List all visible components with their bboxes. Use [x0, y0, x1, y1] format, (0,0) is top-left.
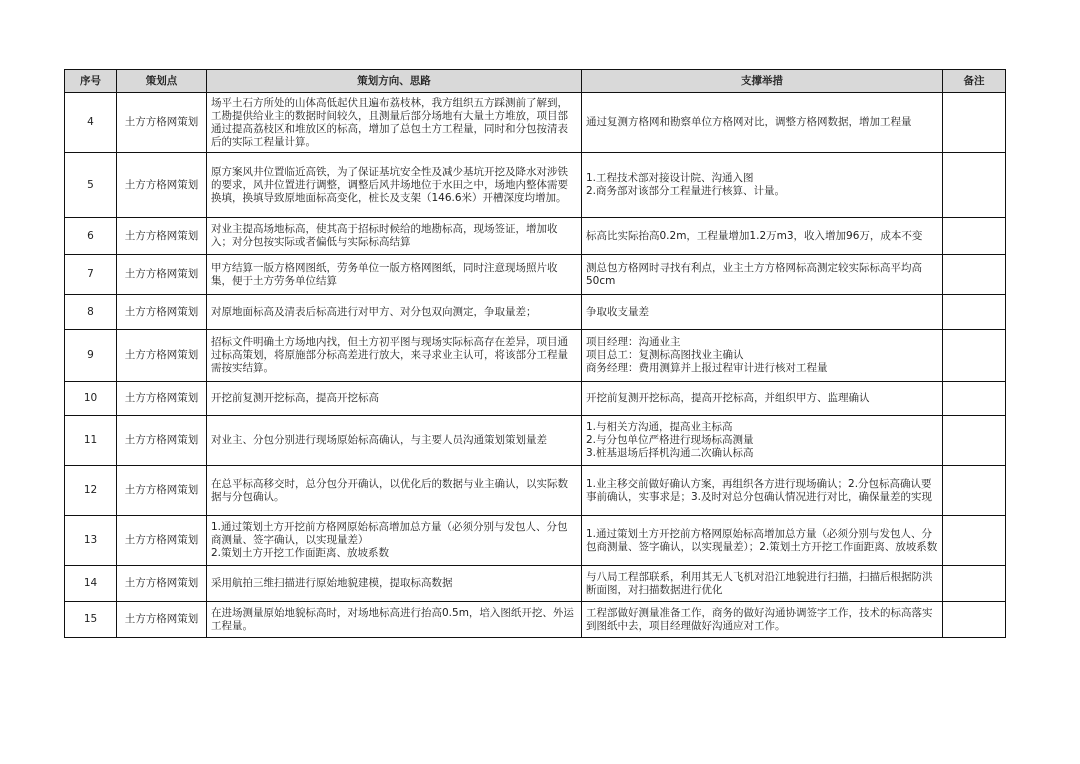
cell-measures	[582, 295, 943, 330]
direction-line: 采用航拍三维扫描进行原始地貌建模，提取标高数据	[211, 577, 453, 589]
measure-line: 商务经理：费用测算并上报过程审计进行核对工程量	[586, 362, 828, 374]
cell-point: 土方方格网策划	[117, 566, 207, 602]
header-point: 策划点	[117, 70, 207, 93]
measure-line: 测总包方格网时寻找有利点，业主土方方格网标高测定较实际标高平均高50cm	[586, 261, 922, 287]
cell-remark	[943, 416, 1006, 466]
cell-seq: 11	[65, 416, 117, 466]
cell-point: 土方方格网策划	[117, 93, 207, 153]
table-row	[65, 602, 1006, 638]
measure-line: 标高比实际抬高0.2m，工程量增加1.2万m3，收入增加96万，成本不变	[586, 229, 923, 242]
cell-remark	[943, 295, 1006, 330]
cell-remark	[943, 516, 1006, 566]
cell-remark	[943, 330, 1006, 382]
table-row	[65, 466, 1006, 516]
cell-direction	[207, 602, 582, 638]
cell-remark	[943, 218, 1006, 255]
cell-point: 土方方格网策划	[117, 255, 207, 295]
cell-direction	[207, 295, 582, 330]
cell-direction	[207, 218, 582, 255]
measure-line: 3.桩基退场后择机沟通二次确认标高	[586, 447, 754, 459]
cell-measures	[582, 93, 943, 153]
cell-direction	[207, 466, 582, 516]
cell-direction	[207, 566, 582, 602]
table-row	[65, 330, 1006, 382]
measure-line: 2.与分包单位严格进行现场标高测量	[586, 434, 754, 446]
direction-line: 原方案风井位置临近高铁，为了保证基坑安全性及减少基坑开挖及降水对涉铁的要求，风井位置进行调整，调整后风井场地位于水田之中，场地内整体需要换填，换填导致原地面标高变化，桩长及支架（146.6米）开槽深度均增加。	[211, 165, 568, 204]
cell-measures	[582, 153, 943, 218]
cell-seq: 8	[65, 295, 117, 330]
direction-line: 对业主提高场地标高，使其高于招标时候给的地勘标高，现场签证，增加收入；对分包按实际或者偏低与实际标高结算	[211, 223, 558, 248]
direction-line: 场平土石方所处的山体高低起伏且遍布荔枝林，我方组织五方踩测前了解到，工勘提供给业主的数据时间较久，且测量后部分场地有大量土方堆放，项目部通过提高荔枝区和堆放区的标高，增加了总包土方工程量，同时和分包按清表后的实际工程量计算。	[211, 96, 568, 148]
cell-point: 土方方格网策划	[117, 218, 207, 255]
header-measures: 支撑举措	[582, 70, 943, 93]
measure-line: 项目总工：复测标高图找业主确认	[586, 349, 744, 361]
cell-direction	[207, 416, 582, 466]
cell-direction	[207, 153, 582, 218]
planning-table	[64, 69, 1006, 638]
cell-point: 土方方格网策划	[117, 295, 207, 330]
cell-remark	[943, 566, 1006, 602]
planning-table-sheet	[64, 69, 1005, 638]
measure-line: 1.工程技术部对接设计院、沟通入图	[586, 172, 754, 184]
table-row	[65, 295, 1006, 330]
measure-line: 1.通过策划土方开挖前方格网原始标高增加总方量（必须分别与发包人、分包商测量、签字确认，以实现量差）；2.策划土方开挖工作面距离、放坡系数	[586, 527, 938, 553]
direction-line: 开挖前复测开挖标高，提高开挖标高	[211, 392, 379, 404]
measure-line: 1.与相关方沟通，提高业主标高	[586, 421, 733, 433]
direction-line: 对原地面标高及清表后标高进行对甲方、对分包双向测定，争取量差；	[211, 305, 537, 318]
cell-measures	[582, 416, 943, 466]
cell-remark	[943, 153, 1006, 218]
cell-direction	[207, 382, 582, 416]
table-row	[65, 416, 1006, 466]
cell-point: 土方方格网策划	[117, 516, 207, 566]
measure-line: 与八局工程部联系，利用其无人飞机对沿江地貌进行扫描，扫描后根据防洪断面图，对扫描数据进行优化	[586, 570, 933, 596]
cell-measures	[582, 466, 943, 516]
cell-direction	[207, 93, 582, 153]
cell-seq: 15	[65, 602, 117, 638]
table-row	[65, 516, 1006, 566]
cell-measures	[582, 382, 943, 416]
cell-point: 土方方格网策划	[117, 153, 207, 218]
cell-remark	[943, 466, 1006, 516]
cell-measures	[582, 255, 943, 295]
cell-seq: 9	[65, 330, 117, 382]
table-row	[65, 153, 1006, 218]
cell-remark	[943, 382, 1006, 416]
cell-point: 土方方格网策划	[117, 416, 207, 466]
table-row	[65, 382, 1006, 416]
direction-line: 对业主、分包分别进行现场原始标高确认，与主要人员沟通策划策划量差	[211, 434, 547, 446]
cell-measures	[582, 330, 943, 382]
direction-line: 在总平标高移交时，总分包分开确认，以优化后的数据与业主确认，以实际数据与分包确认。	[211, 477, 568, 503]
header-direction: 策划方向、思路	[207, 70, 582, 93]
cell-measures	[582, 602, 943, 638]
measure-line: 2.商务部对该部分工程量进行核算、计量。	[586, 185, 786, 197]
measure-line: 项目经理：沟通业主	[586, 336, 681, 348]
cell-remark	[943, 602, 1006, 638]
cell-seq: 6	[65, 218, 117, 255]
direction-line: 2.策划土方开挖工作面距离、放坡系数	[211, 547, 390, 559]
cell-point: 土方方格网策划	[117, 602, 207, 638]
cell-seq: 7	[65, 255, 117, 295]
cell-direction	[207, 516, 582, 566]
cell-seq: 12	[65, 466, 117, 516]
cell-seq: 10	[65, 382, 117, 416]
direction-line: 招标文件明确土方场地内找，但土方初平图与现场实际标高存在差异，项目通过标高策划，将原施部分标高差进行放大，来寻求业主认可，将该部分工程量需按实结算。	[211, 336, 568, 374]
table-header-row	[65, 70, 1006, 93]
cell-measures	[582, 218, 943, 255]
measure-line: 1.业主移交前做好确认方案，再组织各方进行现场确认；2.分包标高确认要事前确认，实事求是；3.及时对总分包确认情况进行对比，确保量差的实现	[586, 477, 933, 503]
cell-point: 土方方格网策划	[117, 330, 207, 382]
table-row	[65, 93, 1006, 153]
header-seq: 序号	[65, 70, 117, 93]
table-row	[65, 255, 1006, 295]
measure-line: 争取收支量差	[586, 305, 649, 318]
cell-seq: 5	[65, 153, 117, 218]
direction-line: 甲方结算一版方格网图纸，劳务单位一版方格网图纸，同时注意现场照片收集，便于土方劳务单位结算	[211, 261, 558, 287]
measure-line: 工程部做好测量准备工作，商务的做好沟通协调签字工作，技术的标高落实到图纸中去，项目经理做好沟通应对工作。	[586, 606, 933, 632]
direction-line: 在进场测量原始地貌标高时，对场地标高进行抬高0.5m，培入图纸开挖、外运工程量。	[211, 606, 574, 632]
direction-line: 1.通过策划土方开挖前方格网原始标高增加总方量（必须分别与发包人、分包商测量、签字确认，以实现量差）	[211, 521, 568, 546]
measure-line: 通过复测方格网和勘察单位方格网对比，调整方格网数据，增加工程量	[586, 116, 912, 128]
cell-point: 土方方格网策划	[117, 382, 207, 416]
header-remark: 备注	[943, 70, 1006, 93]
cell-direction	[207, 330, 582, 382]
cell-seq: 13	[65, 516, 117, 566]
cell-seq: 14	[65, 566, 117, 602]
cell-direction	[207, 255, 582, 295]
cell-point: 土方方格网策划	[117, 466, 207, 516]
table-row	[65, 218, 1006, 255]
cell-measures	[582, 566, 943, 602]
cell-seq: 4	[65, 93, 117, 153]
measure-line: 开挖前复测开挖标高，提高开挖标高，并组织甲方、监理确认	[586, 392, 870, 404]
table-row	[65, 566, 1006, 602]
cell-measures	[582, 516, 943, 566]
cell-remark	[943, 93, 1006, 153]
cell-remark	[943, 255, 1006, 295]
